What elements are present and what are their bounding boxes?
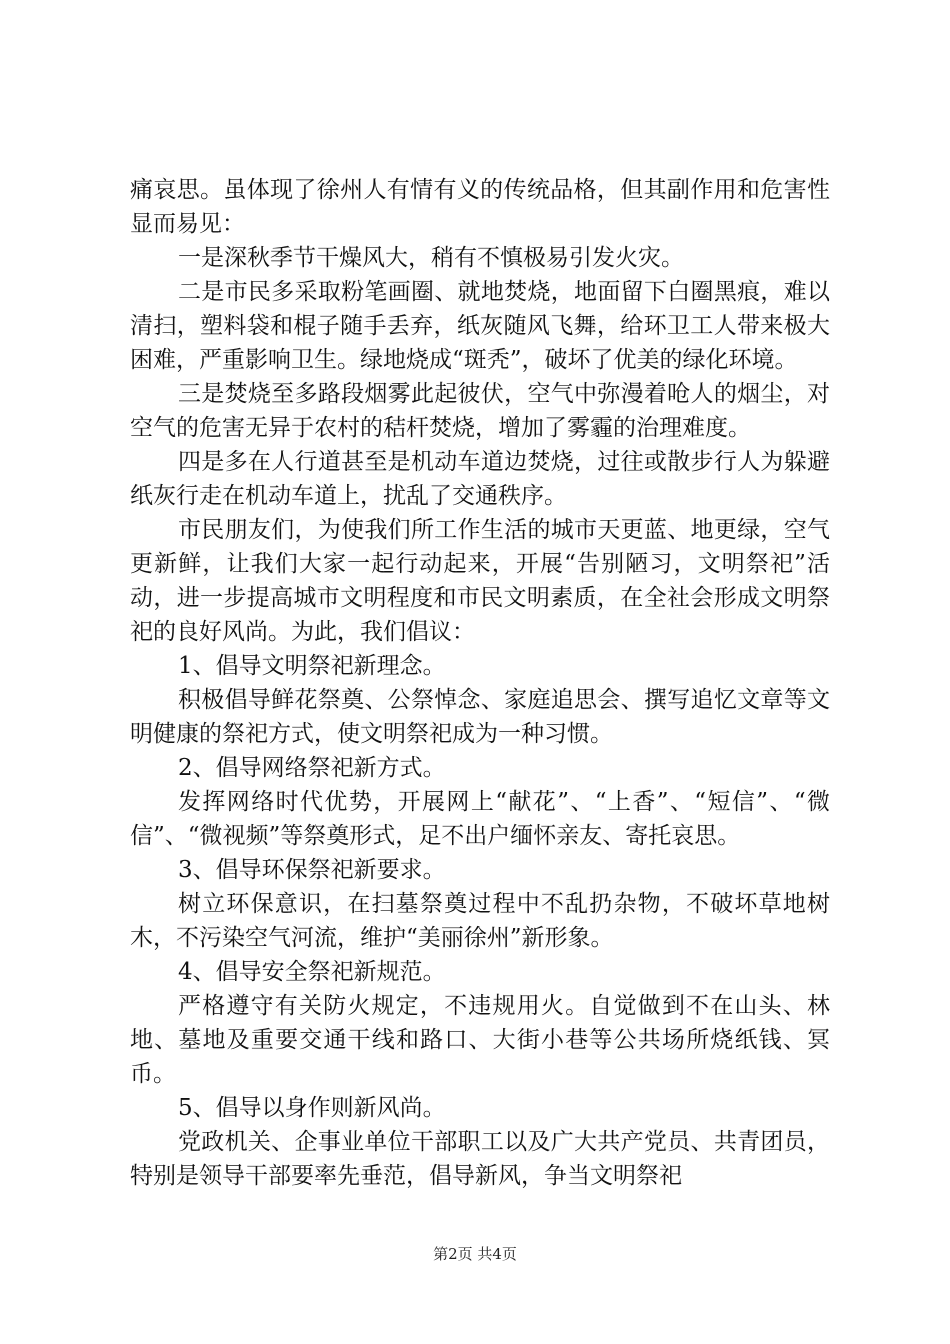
list-heading: 5、倡导以身作则新风尚。 [178,1095,446,1121]
paragraph: 三是焚烧至多路段烟雾此起彼伏，空气中弥漫着呛人的烟尘，对空气的危害无异于农村的秸杆焚烧，增加了雾霾的治理难度。 [130,381,830,441]
list-heading: 3、倡导环保祭祀新要求。 [178,857,446,883]
paragraph: 发挥网络时代优势，开展网上“献花”、“上香”、“短信”、“微信”、“微视频”等祭奠形式，足不出户缅怀亲友、寄托哀思。 [130,789,830,849]
paragraph: 二是市民多采取粉笔画圈、就地焚烧，地面留下白圈黑痕，难以清扫，塑料袋和棍子随手丢弃，纸灰随风飞舞，给环卫工人带来极大困难，严重影响卫生。绿地烧成“斑秃”，破坏了优美的绿化环境。 [130,279,830,373]
paragraph: 四是多在人行道甚至是机动车道边焚烧，过往或散步行人为躲避纸灰行走在机动车道上，扰乱了交通秩序。 [130,449,830,509]
list-heading: 4、倡导安全祭祀新规范。 [178,959,446,985]
list-heading: 2、倡导网络祭祀新方式。 [178,755,446,781]
paragraph: 一是深秋季节干燥风大，稍有不慎极易引发火灾。 [178,245,684,271]
list-heading: 1、倡导文明祭祀新理念。 [178,653,446,679]
paragraph: 树立环保意识，在扫墓祭奠过程中不乱扔杂物，不破坏草地树木，不污染空气河流，维护“美丽徐州”新形象。 [130,891,830,951]
paragraph: 积极倡导鲜花祭奠、公祭悼念、家庭追思会、撰写追忆文章等文明健康的祭祀方式，使文明祭祀成为一种习惯。 [130,687,830,747]
paragraph: 严格遵守有关防火规定，不违规用火。自觉做到不在山头、林地、墓地及重要交通干线和路口、大街小巷等公共场所烧纸钱、冥币。 [130,993,830,1087]
document-body [130,173,830,1193]
paragraph: 痛哀思。虽体现了徐州人有情有义的传统品格，但其副作用和危害性显而易见： [130,177,830,237]
page-number-footer: 第2页 共4页 [433,1245,517,1263]
paragraph: 党政机关、企事业单位干部职工以及广大共产党员、共青团员，特别是领导干部要率先垂范，倡导新风，争当文明祭祀 [130,1129,830,1189]
paragraph: 市民朋友们，为使我们所工作生活的城市天更蓝、地更绿，空气更新鲜，让我们大家一起行动起来，开展“告别陋习，文明祭祀”活动，进一步提高城市文明程度和市民文明素质，在全社会形成文明祭祀的良好风尚。为此，我们倡议： [130,517,830,645]
